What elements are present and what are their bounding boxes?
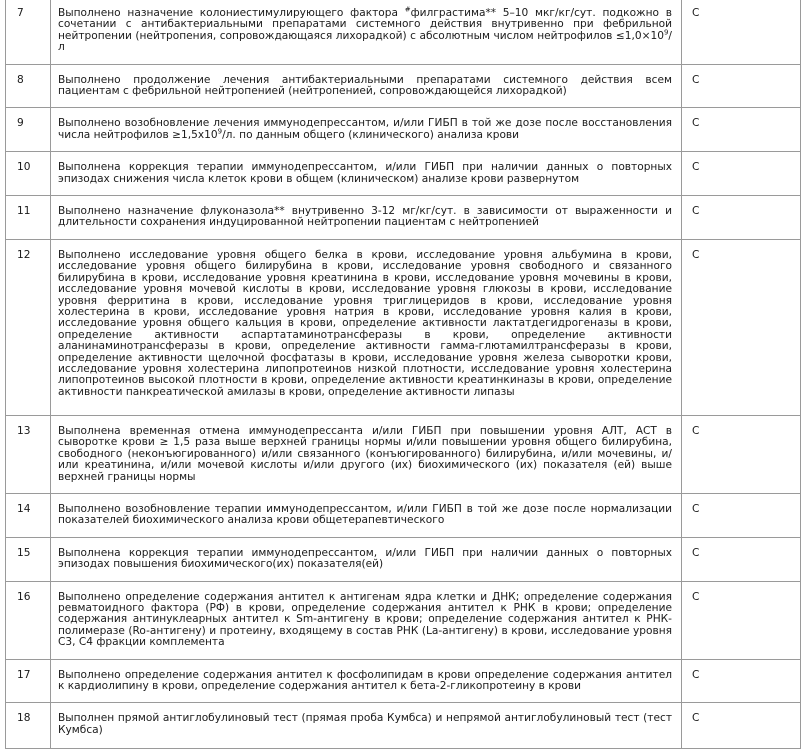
row-number: 7: [6, 0, 51, 64]
row-number: 17: [6, 659, 51, 703]
table-row: [6, 493, 801, 537]
table-row: [6, 537, 801, 581]
evidence-level: С: [682, 703, 801, 749]
row-number: 13: [6, 415, 51, 493]
table-row: [6, 239, 801, 415]
criterion-text: Выполнен прямой антиглобулиновый тест (прямая проба Кумбса) и непрямой антиглобулиновый тест (тест Кумбса): [51, 703, 682, 749]
row-number: 12: [6, 239, 51, 415]
row-number: 9: [6, 108, 51, 152]
table-row: [6, 196, 801, 240]
criterion-text: Выполнено определение содержания антител к антигенам ядра клетки и ДНК; определение содержания ревматоидного фактора (РФ) в крови, определение содержания антител к РНК в крови; определение содержания антинуклеарных антител к Sm-антигену в крови; определение содержания антител к РНК-полимеразе (Ro-антигену) и протеину, входящему в состав РНК (La-антигену) в крови, исследование уровня С3, С4 фракции комплемента: [51, 581, 682, 659]
evidence-level: С: [682, 196, 801, 240]
table-row: [6, 108, 801, 152]
table-row: [6, 64, 801, 108]
criterion-text: Выполнена коррекция терапии иммунодепрессантом, и/или ГИБП при наличии данных о повторных эпизодах повышения биохимического(их) показателя(ей): [51, 537, 682, 581]
row-number: 8: [6, 64, 51, 108]
criterion-text: Выполнено назначение флуконазола** внутривенно 3-12 мг/кг/сут. в зависимости от выраженности и длительности сохранения индуцированной нейтропении пациентам с нейтропенией: [51, 196, 682, 240]
evidence-level: С: [682, 581, 801, 659]
evidence-level: С: [682, 108, 801, 152]
criterion-text: Выполнено назначение колониестимулирующего фактора #филграстима** 5–10 мкг/кг/сут. подкожно в сочетании с антибактериальными препаратами системного действия внутривенно при фебрильной нейтропении (нейтропения, сопровождающаяся лихорадкой) с абсолютным числом нейтрофилов $\le 1,0\times 10^9/л$: [51, 0, 682, 64]
evidence-level: С: [682, 0, 801, 64]
row-number: 18: [6, 703, 51, 749]
evidence-level: С: [682, 239, 801, 415]
row-number: 16: [6, 581, 51, 659]
criterion-text: Выполнена коррекция терапии иммунодепрессантом, и/или ГИБП при наличии данных о повторных эпизодах снижения числа клеток крови в общем (клиническом) анализе крови развернутом: [51, 152, 682, 196]
table-row: [6, 415, 801, 493]
criterion-text: Выполнена временная отмена иммунодепрессанта и/или ГИБП при повышении уровня АЛТ, АСТ в сыворотке крови ≥ 1,5 раза выше верхней границы нормы и/или повышении уровня общего билирубина, свободного (неконъюгированного) и/или связанного (конъюгированного) билирубина, и/или мочевины, и/или креатинина, и/или мочевой кислоты и/или другого (их) биохимического (их) показателя (ей) выше верхней границы нормы: [51, 415, 682, 493]
table-row: [6, 703, 801, 749]
evidence-level: С: [682, 64, 801, 108]
evidence-level: С: [682, 493, 801, 537]
row-number: 11: [6, 196, 51, 240]
evidence-level: С: [682, 659, 801, 703]
row-number: 15: [6, 537, 51, 581]
criterion-text: Выполнено продолжение лечения антибактериальными препаратами системного действия всем пациентам с фебрильной нейтропенией (нейтропенией, сопровождающейся лихорадкой): [51, 64, 682, 108]
table-row: [6, 152, 801, 196]
criterion-text: Выполнено определение содержания антител к фосфолипидам в крови определение содержания антител к кардиолипину в крови, определение содержания антител к бета-2-гликопротеину в крови: [51, 659, 682, 703]
evidence-level: С: [682, 415, 801, 493]
table-row: [6, 0, 801, 64]
criterion-text: Выполнено исследование уровня общего белка в крови, исследование уровня альбумина в крови, исследование уровня общего билирубина в крови, исследование уровня свободного и связанного билирубина в крови, исследование уровня креатинина в крови, исследование уровня мочевины в крови, исследование уровня мочевой кислоты в крови, исследование уровня глюкозы в крови, исследование уровня ферритина в крови, исследование уровня триглицеридов в крови, исследование уровня холестерина в крови, исследование уровня натрия в крови, исследование уровня калия в крови, исследование уровня общего кальция в крови, определение активности лактатдегидрогеназы в крови, определение активности аспартатаминотрансферазы в крови, определение активности аланинаминотрансферазы в крови, определение активности гамма-глютамилтрансферазы в крови, определение активности щелочной фосфатазы в крови, исследование уровня железа сыворотки крови, исследование уровня холестерина липопротеинов низкой плотности, исследование уровня холестерина липопротеинов высокой плотности в крови, определение активности креатинкиназы в крови, определение активности панкреатической амилазы в крови, определение активности липазы: [51, 239, 682, 415]
evidence-level: С: [682, 537, 801, 581]
row-number: 14: [6, 493, 51, 537]
table-row: [6, 581, 801, 659]
criteria-table: [5, 0, 801, 749]
criterion-text: Выполнено возобновление терапии иммунодепрессантом, и/или ГИБП в той же дозе после нормализации показателей биохимического анализа крови общетерапевтического: [51, 493, 682, 537]
table-row: [6, 659, 801, 703]
evidence-level: С: [682, 152, 801, 196]
row-number: 10: [6, 152, 51, 196]
criterion-text: Выполнено возобновление лечения иммунодепрессантом, и/или ГИБП в той же дозе после восстановления числа нейтрофилов $\ge 1,5x10^9/л$. по данным общего (клинического) анализа крови: [51, 108, 682, 152]
